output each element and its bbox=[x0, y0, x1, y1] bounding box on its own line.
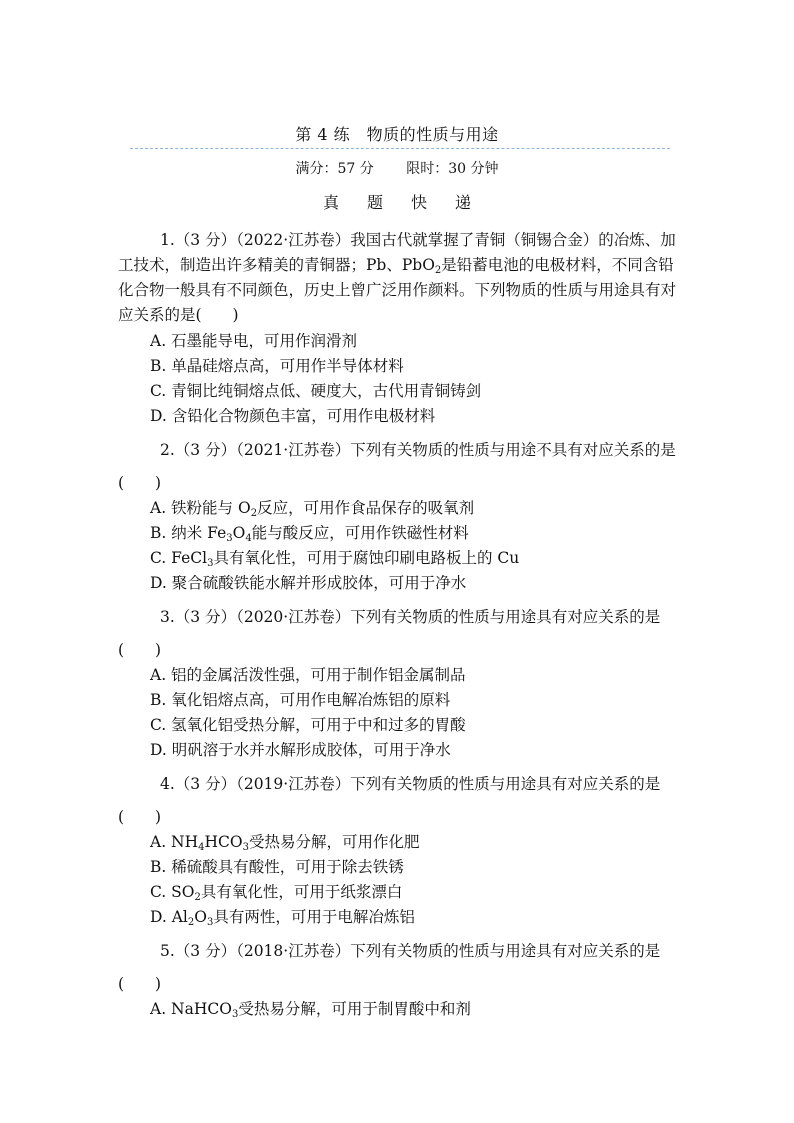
question-1-stem: 1.（3 分）（2022·江苏卷）我国古代就掌握了青铜（铜锡合金）的冶炼、加工技术，制造出许多精美的青铜器；Pb、PbO$_2$是铅蓄电池的电极材料，不同含铅化合物一般具有不同颜色，历史上曾广泛用作颜料。下列物质的性质与用途具有对应关系的是( ) bbox=[118, 231, 677, 324]
question-4-stem: 4.（3 分）（2019·江苏卷）下列有关物质的性质与用途具有对应关系的是 bbox=[160, 775, 661, 793]
section-heading: 真题快递 bbox=[322, 193, 499, 212]
question-2-paren: ( ) bbox=[118, 474, 162, 492]
question-4 bbox=[118, 772, 678, 797]
question-1-option-c: C. 青铜比纯铜熔点低、硬度大，古代用青铜铸剑 bbox=[150, 382, 482, 400]
question-3 bbox=[118, 605, 678, 630]
question-2-stem: 2.（3 分）（2021·江苏卷）下列有关物质的性质与用途不具有对应关系的是 bbox=[160, 441, 676, 459]
score-info: 满分：57 分 bbox=[295, 161, 374, 177]
title-divider bbox=[130, 148, 670, 149]
question-3-option-d: D. 明矾溶于水并水解形成胶体，可用于净水 bbox=[150, 741, 451, 759]
question-1 bbox=[118, 228, 678, 328]
question-2 bbox=[118, 438, 678, 463]
question-3-option-b: B. 氧化铝熔点高，可用作电解冶炼铝的原料 bbox=[150, 691, 451, 709]
question-5 bbox=[118, 939, 678, 964]
question-4-option-a: A. $NH_4HCO_3$受热易分解，可用作化肥 bbox=[150, 833, 420, 853]
question-4-paren: ( ) bbox=[118, 808, 162, 826]
question-3-option-c: C. 氢氧化铝受热分解，可用于中和过多的胃酸 bbox=[150, 716, 466, 734]
time-limit: 限时：30 分钟 bbox=[406, 161, 499, 177]
question-5-stem: 5.（3 分）（2018·江苏卷）下列有关物质的性质与用途具有对应关系的是 bbox=[160, 942, 661, 960]
question-1-option-d: D. 含铅化合物颜色丰富，可用作电极材料 bbox=[150, 407, 436, 425]
question-1-option-a: A. 石墨能导电，可用作润滑剂 bbox=[150, 332, 358, 350]
page-title: 第 4 练 物质的性质与用途 bbox=[295, 125, 499, 144]
question-3-option-a: A. 铝的金属活泼性强，可用于制作铝金属制品 bbox=[150, 666, 466, 684]
question-1-option-b: B. 单晶硅熔点高，可用作半导体材料 bbox=[150, 357, 404, 375]
question-3-paren: ( ) bbox=[118, 641, 162, 659]
question-4-option-c: C. $SO_2$具有氧化性，可用于纸浆漂白 bbox=[150, 883, 403, 903]
question-2-option-a: A. 铁粉能与 $O_2$反应，可用作食品保存的吸氧剂 bbox=[150, 499, 475, 519]
question-2-option-c: C. FeCl$_3$具有氧化性，可用于腐蚀印刷电路板上的 Cu bbox=[150, 549, 520, 569]
question-2-option-b: B. 纳米 $Fe_3O_4$能与酸反应，可用作铁磁性材料 bbox=[150, 524, 469, 544]
question-4-option-b: B. 稀硫酸具有酸性，可用于除去铁锈 bbox=[150, 858, 404, 876]
question-4-option-d: D. $Al_2O_3$具有两性，可用于电解冶炼铝 bbox=[150, 908, 415, 928]
question-2-option-d: D. 聚合硫酸铁能水解并形成胶体，可用于净水 bbox=[150, 574, 467, 592]
question-5-paren: ( ) bbox=[118, 975, 162, 993]
question-3-stem: 3.（3 分）（2020·江苏卷）下列有关物质的性质与用途具有对应关系的是 bbox=[160, 608, 661, 626]
exam-meta bbox=[0, 158, 794, 178]
question-5-option-a: A. NaHCO$_3$受热易分解，可用于制胃酸中和剂 bbox=[150, 1000, 471, 1020]
